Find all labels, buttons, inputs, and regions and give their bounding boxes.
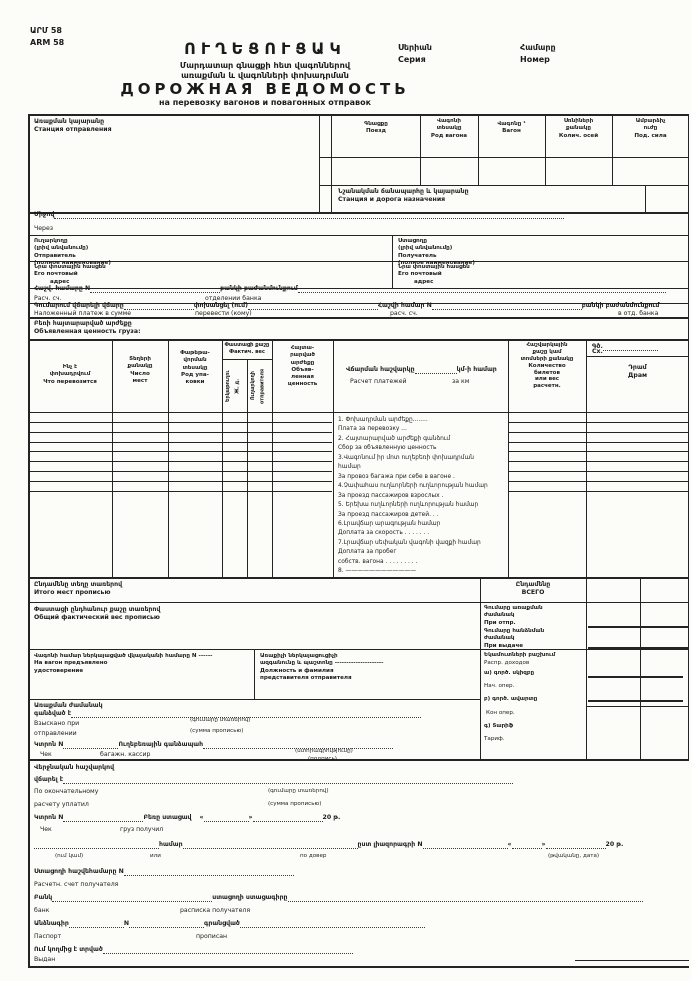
passport-label-russian: Паспорт: [34, 933, 62, 940]
blank-line: [183, 842, 358, 849]
final-sum-note-armenian: (գումարը տառերով): [268, 788, 329, 794]
table-row-line: [29, 461, 332, 462]
axle-count-column-header: Սռնիների քանակը Колич. осей: [558, 118, 599, 139]
blank-line: [415, 367, 457, 374]
blank-line: [240, 921, 425, 928]
blank-line: [34, 842, 159, 849]
form-code: [30, 25, 64, 48]
blank-line: [54, 212, 564, 219]
cod-bank-branch-label-russian: в отд. банка: [618, 310, 659, 317]
grid-line: [28, 339, 689, 341]
grid-line: [28, 966, 689, 968]
blank-line: [69, 921, 124, 928]
year-20-label: 20 թ.: [322, 814, 341, 821]
by-power-of-attorney-label: ըստ լիազորագրի N: [357, 841, 423, 848]
tariff-label: գ) Տարիֆ: [484, 723, 514, 729]
paid-label: վճարել է: [34, 776, 64, 783]
blank-line: [124, 869, 294, 876]
proxy-date-note: (թվականը, дата): [548, 853, 600, 859]
table-row-line: [29, 422, 332, 423]
amount-underline: [588, 626, 688, 628]
final-settlement-label: Վերջնական հաշվարկով: [34, 764, 115, 771]
grid-line: [319, 114, 320, 213]
coupon-number-label: Կտրոն N: [34, 741, 64, 748]
grid-line: [392, 235, 393, 289]
receiver-account-label-russian: Расчетн. счет получателя: [34, 881, 119, 888]
blank-line: [63, 742, 118, 749]
grid-line: [254, 649, 255, 700]
per-km-label: կմ-ի համար: [456, 366, 497, 373]
sender-postal-address-label: Նրա փոստային հասցեն Его почтовый адрес: [34, 264, 106, 285]
receiver-receipt-label-russian: расписка получателя: [180, 907, 251, 914]
passport-label: Անձնագիր: [34, 920, 69, 927]
via-label-russian: Через: [34, 225, 54, 232]
form-code-armenian: ԱՐՄ 58: [30, 26, 62, 35]
form-title-armenian: ՈՒՂԵՑՈՒՑԱԿ: [184, 39, 346, 58]
declared-value-column-header: Հայտա- րարված արժեքը Объяв- ленная ценность: [287, 345, 318, 388]
form-code-latin: ARM 58: [30, 37, 65, 47]
cargo-received-line: [34, 814, 340, 822]
payment-items-list: 1. Փոխադրման արժեքը........ Плата за перевозку ... 2. Հայտարարված արժեքի գանձում Сбор за объявленную ценность 3.Վագոնում իր մոտ ուղեբեռի փոխադրման համար За провоз багажа при себе в вагоне . 4.Չափահաս ուղևորների ուղևորության համար За проезд пассажиров взрослых . 5. Երեխա ուղևորների ուղևորության համար За проезд пассажиров детей. . . 6.Լրավճար արագության համար Доплата за скорость . . . . . . . 7.Լրավճար սեփական վագոնի վազքի համար Доплата за пробег собств. вагона . . . . . . . . . 8. ————————————: [338, 417, 488, 575]
table-row-line: [509, 432, 688, 433]
table-row-line: [29, 481, 332, 482]
coupon2-number-label: Կտրոն N: [34, 814, 64, 821]
declared-value-label: Բեռի հայտարարված արժեքը Объявленная ценность груза:: [34, 320, 141, 336]
bank-account-line: [34, 285, 666, 293]
payment-calc-label-russian: Расчет платежей: [350, 378, 407, 385]
actual-weight-header: Փաստացի քաշը Фактич. вес: [224, 342, 270, 355]
blank-line: [423, 842, 508, 849]
blank-line: [432, 303, 582, 310]
income-distribution-title-russian: Распр. доходов: [484, 660, 530, 666]
table-row-line: [509, 451, 688, 452]
sender-label: Ուղարկողը (լրիվ անվանումը) Отправитель (полное наименование): [34, 238, 111, 266]
blank-line: [124, 303, 194, 310]
table-row-line: [29, 451, 332, 452]
sum-at-delivery-label: Գումարը հանձնման ժամանակ При выдаче: [484, 628, 545, 649]
cod-sum-label-russian: Наложенный платеж в сумме: [34, 310, 132, 317]
operation-start-label: ա) գործ. սկիզբը: [484, 670, 535, 676]
final-settlement-label-russian-2: расчету уплатил: [34, 801, 89, 808]
cod-account-label-russian: расч. сч.: [390, 310, 418, 317]
passport-line: [34, 920, 425, 928]
blank-line: [63, 777, 513, 784]
collected-label-russian-2: отправлении: [34, 730, 77, 737]
tariff-label-russian: Тариф.: [484, 736, 505, 742]
sender-representative-label: Առաքիչի ներկայացուցիչի ազգանունը և պաշտոնը --------------------- Должность и фамилия представителя отправителя: [260, 653, 384, 681]
train-column-header: Գնացքը Поезд: [364, 121, 388, 135]
grid-line: [586, 706, 689, 707]
final-sum-note-russian: (сумма прописью): [268, 801, 322, 807]
form-title-russian: ДОРОЖНАЯ ВЕДОМОСТЬ: [120, 80, 410, 98]
wagon-type-column-header: Վագոնի տեսակը Род вагона: [430, 118, 468, 139]
series-label: Սերիան Серия: [398, 43, 432, 64]
account-number-label-russian: Расч. сч.: [34, 295, 62, 302]
places-count-header: Տեղերի քանակը Число мест: [127, 356, 153, 384]
account-number-label: Հաշվ. համարը N: [34, 285, 91, 292]
registered-label: գրանցված: [204, 920, 240, 927]
issued-by-line: [34, 946, 353, 954]
proxy-for-label: համար: [159, 841, 183, 848]
bank-receipt-line: [34, 894, 643, 902]
cod-transfer-label: փոխանցել (ում): [193, 302, 248, 309]
table-row-line: [29, 432, 332, 433]
income-distribution-title: Եկամուտների բաշխում: [484, 652, 556, 658]
form-subtitle-armenian: Մարդատար գնացքի հետ վագոններով առաքման և վագոնների փոխադրման: [179, 60, 351, 81]
destination-station-label: Նշանակման ճանապարհը և կայարանը Станция и дорога назначения: [338, 188, 469, 204]
operation-end-label-russian: Кон опер.: [486, 710, 515, 716]
receiver-receipt-label: ստացողի ստացագիրը: [212, 894, 288, 901]
grid-line: [28, 649, 689, 650]
bank-branch-label-russian: отделении банка: [205, 295, 262, 302]
coupon2-number-label-russian: Чек: [40, 826, 52, 833]
signature-note-russian: (подпись): [308, 756, 337, 762]
cargo-received-label: Բեռը ստացավ: [143, 814, 192, 821]
blank-line: [248, 303, 378, 310]
baggage-cashier-label-russian: багажн. кассир: [100, 751, 151, 758]
payment-calc-label: Վճարման հաշվարկը: [346, 366, 415, 373]
proxy-by-attorney-note: по довер: [300, 853, 327, 859]
passport-number-label: N: [123, 920, 130, 927]
issued-by-label-russian: Выдан: [34, 956, 56, 963]
grid-line: [28, 602, 689, 603]
grid-line: [480, 577, 481, 760]
wagon-certificate-label: Վագոնի համար ներկայացված վկայականի համարը N ------ На вагон предъявлено удостоверение: [34, 653, 213, 674]
grid-line: [222, 339, 223, 578]
capacity-column-header: Ամբարձիչ ուժը Под. сила: [634, 118, 667, 139]
table-row-line: [509, 471, 688, 472]
payment-calc-header: [346, 366, 497, 374]
scheme-label-russian: Сх.: [592, 348, 603, 355]
form-subtitle-russian: на перевозку вагонов и повагонных отправок: [158, 98, 372, 107]
blank-line: [63, 815, 143, 822]
bank-branch-label: բանկի բաժանմունքում: [220, 285, 298, 292]
cod-line: [34, 302, 659, 310]
blank-line: [192, 815, 200, 822]
close-quote: »: [248, 814, 253, 821]
table-row-line: [509, 491, 688, 492]
blank-line: [512, 842, 542, 849]
weight-by-sender-header: Ուղարկողի отправителя: [251, 368, 266, 404]
grid-line: [28, 235, 689, 236]
bank-label-russian: банк: [34, 907, 50, 914]
grid-line: [688, 114, 689, 760]
blank-line: [603, 344, 658, 351]
proxy-line: [34, 841, 623, 849]
collected-at-departure-label: Առաքման ժամանակ: [34, 702, 103, 709]
blank-line: [253, 815, 323, 822]
grid-line: [586, 339, 587, 760]
table-row-line: [29, 471, 332, 472]
open-quote: «: [199, 814, 204, 821]
open-quote: «: [507, 841, 512, 848]
number-label: Համարը Номер: [520, 43, 556, 64]
cargo-received-label-russian: груз получил: [120, 826, 164, 833]
cod-transfer-label-russian: перевести (кому): [195, 310, 252, 317]
final-settlement-label-russian-1: По окончательному: [34, 788, 99, 795]
cod-bank-branch-label: բանկի բաժանմունքում: [581, 302, 660, 309]
paid-line: [34, 776, 513, 784]
total-actual-weight-label: Փաստացի ընդհանուր քաշը տառերով Общий фактический вес прописью: [34, 606, 161, 622]
table-row-line: [509, 461, 688, 462]
grid-line: [645, 185, 646, 213]
tickets-count-header: Հաշվարկային քաշը կամ տոմսերի քանակը Количество билетов или вес расчетн.: [520, 342, 574, 390]
grid-line: [28, 261, 689, 262]
grid-line: [28, 577, 689, 579]
total-places-in-words-label: Ընդամենը տեղը տառերով Итого мест прописью: [34, 581, 123, 597]
sum-in-words-note-russian: (сумма прописью): [190, 728, 244, 734]
blank-line: [103, 947, 353, 954]
what-transported-header: Ինչ է փոխադրվում Что перевозится: [43, 364, 97, 385]
grid-line: [28, 114, 30, 967]
table-row-line: [509, 442, 688, 443]
via-line: [34, 211, 564, 219]
table-row-line: [29, 491, 332, 492]
table-row-line: [509, 422, 688, 423]
blank-line: [546, 842, 606, 849]
year-20-label: 20 թ.: [605, 841, 624, 848]
grid-line: [28, 114, 689, 116]
amount-underline: [588, 700, 683, 702]
dram-column-header: Դրամ Драм: [627, 364, 648, 380]
operation-end-label: բ) գործ. ավարտը: [484, 696, 538, 702]
grand-total-label: Ընդամենը ВСЕГО: [515, 581, 551, 597]
departure-station-label: Առաքման կայարանը Станция отправления: [34, 118, 112, 134]
cod-account-label: Հաշվի համար N: [377, 302, 432, 309]
baggage-cashier-label: Ուղեբեռային գանձապահ: [118, 741, 204, 748]
proxy-or-note: или: [150, 853, 161, 859]
table-row-line: [29, 442, 332, 443]
grid-line: [320, 157, 689, 158]
blank-line: [288, 895, 643, 902]
wagon-column-header: Վագոնը ¹ Вагон: [497, 121, 526, 135]
per-km-label-russian: за км: [452, 378, 470, 385]
scheme-label-armenian: Գծ.: [592, 343, 603, 350]
amount-underline: [588, 676, 683, 678]
grid-line: [28, 412, 689, 413]
grid-line: [575, 960, 689, 961]
proxy-by-whom-note: (ում կամ): [55, 853, 84, 859]
grid-line: [333, 339, 334, 578]
grid-line: [247, 359, 248, 578]
grid-line: [320, 185, 689, 186]
bank-label: Բանկ: [34, 894, 53, 901]
blank-line: [52, 895, 212, 902]
signature-note-armenian: (ստորագրությունը): [295, 748, 353, 754]
sum-at-departure-label: Գումարը առաքման ժամանակ При отпр.: [484, 605, 543, 626]
table-row-line: [509, 481, 688, 482]
sum-in-words-note-armenian: (գումարը տառերով): [190, 717, 251, 723]
receiver-account-label: Ստացողի հաշվեհամարը N: [34, 868, 124, 875]
operation-start-label-russian: Нач. опер.: [484, 683, 515, 689]
receiver-postal-address-label: Նրա փոստային հասցեն Его почтовый адрес: [398, 264, 470, 285]
receiver-account-line: [34, 868, 294, 876]
collected-label: գանձված է: [34, 710, 72, 717]
blank-line: [204, 815, 249, 822]
blank-line: [90, 286, 220, 293]
cod-sum-label: Գումարում վճարելի վճարը: [34, 302, 124, 309]
receiver-label: Ստացողը (լրիվ անվանումը) Получатель (полное наименование): [398, 238, 475, 266]
registered-label-russian: прописан: [196, 933, 228, 940]
blank-line: [298, 286, 666, 293]
packaging-type-header: Փաթեթա- վորման տեսակը Род упа- ковки: [180, 350, 210, 386]
coupon-number-label-russian: Чек: [40, 751, 52, 758]
amount-underline: [588, 647, 688, 649]
issued-by-label: Ում կողմից է տրված: [34, 946, 103, 953]
close-quote: »: [541, 841, 546, 848]
grid-line: [28, 759, 689, 761]
via-label-armenian: Միջով: [34, 211, 55, 218]
collected-label-russian-1: Взыскано при: [34, 720, 80, 727]
grid-line: [640, 577, 641, 760]
blank-line: [129, 921, 204, 928]
weight-by-railway-header: Երկաթուղու Ж. д.: [226, 370, 241, 402]
